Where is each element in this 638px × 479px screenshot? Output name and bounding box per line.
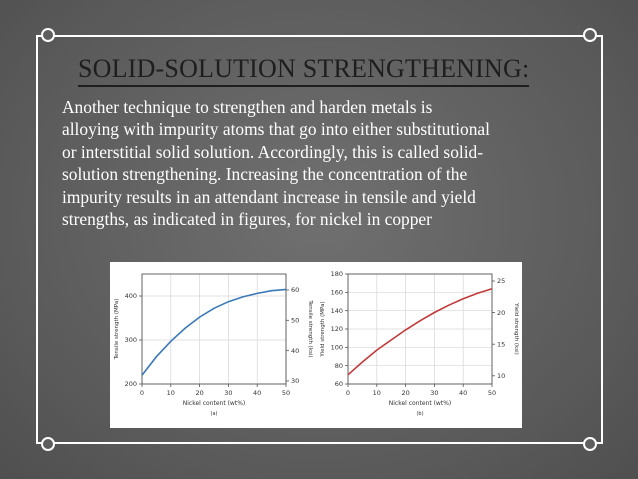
y-right-tick-label: 50 bbox=[291, 316, 300, 325]
y-axis-label: Tensile strength (MPa) bbox=[114, 298, 120, 360]
x-tick-label: 10 bbox=[166, 389, 175, 397]
chart-yield-svg bbox=[316, 262, 522, 428]
x-tick-label: 50 bbox=[281, 389, 291, 397]
y-right-tick-label: 40 bbox=[291, 346, 300, 355]
paragraph-line: alloying with impurity atoms that go into either substitutional bbox=[62, 119, 490, 140]
x-tick-label: 40 bbox=[459, 389, 468, 397]
y-tick-label: 60 bbox=[334, 380, 343, 389]
y-axis-label: Yield strength (MPa) bbox=[320, 301, 326, 357]
y-right-tick-label: 15 bbox=[497, 340, 506, 349]
paragraph-line: strengths, as indicated in figures, for nickel in copper bbox=[62, 209, 432, 230]
x-tick-label: 40 bbox=[253, 389, 262, 397]
series-line bbox=[142, 289, 286, 375]
x-tick-label: 0 bbox=[345, 389, 351, 397]
y-tick-label: 100 bbox=[330, 343, 343, 352]
x-axis-label: Nickel content (wt%) bbox=[182, 400, 246, 407]
y-tick-label: 160 bbox=[330, 288, 343, 297]
series-line bbox=[348, 289, 492, 375]
x-tick-label: 30 bbox=[224, 389, 233, 397]
chart-caption: (b) bbox=[416, 411, 424, 417]
y-right-tick-label: 60 bbox=[291, 286, 300, 295]
corner-ring-top-right bbox=[583, 28, 597, 42]
x-tick-label: 10 bbox=[372, 389, 381, 397]
slide-title-text: SOLID-SOLUTION STRENGTHENING: bbox=[78, 56, 529, 87]
y-tick-label: 300 bbox=[124, 336, 137, 345]
paragraph-line: impurity results in an attendant increase in tensile and yield bbox=[62, 186, 476, 207]
x-axis-label: Nickel content (wt%) bbox=[388, 400, 452, 407]
slide-paragraph bbox=[62, 96, 582, 230]
x-tick-label: 30 bbox=[430, 389, 439, 397]
y-right-axis-label: Tensile strength (ksi) bbox=[307, 300, 313, 358]
y-tick-label: 80 bbox=[334, 361, 343, 370]
y-tick-label: 200 bbox=[124, 380, 137, 389]
x-tick-label: 0 bbox=[139, 389, 145, 397]
slide-title bbox=[78, 56, 578, 87]
y-right-tick-label: 20 bbox=[497, 308, 506, 317]
corner-ring-bottom-left bbox=[41, 437, 55, 451]
y-tick-label: 180 bbox=[330, 270, 343, 279]
x-tick-label: 20 bbox=[195, 389, 204, 397]
y-right-tick-label: 10 bbox=[497, 371, 506, 380]
y-right-tick-label: 30 bbox=[291, 377, 300, 386]
y-tick-label: 140 bbox=[330, 306, 343, 315]
plot-frame bbox=[142, 274, 286, 384]
paragraph-line: or interstitial solid solution. Accordingly, this is called solid- bbox=[62, 141, 484, 162]
paragraph-line: solution strengthening. Increasing the concentration of the bbox=[62, 164, 468, 185]
y-right-axis-label: Yield strength (ksi) bbox=[513, 303, 519, 355]
y-right-tick-label: 25 bbox=[497, 277, 506, 286]
corner-ring-bottom-right bbox=[583, 437, 597, 451]
x-tick-label: 50 bbox=[487, 389, 497, 397]
chart-tensile-strength bbox=[110, 262, 316, 428]
paragraph-line: Another technique to strengthen and harden metals is bbox=[62, 97, 433, 117]
chart-tensile-svg bbox=[110, 262, 316, 428]
chart-yield-strength bbox=[316, 262, 522, 428]
figure-panel bbox=[110, 262, 522, 428]
y-tick-label: 120 bbox=[330, 325, 343, 334]
corner-ring-top-left bbox=[41, 28, 55, 42]
y-tick-label: 400 bbox=[124, 292, 137, 301]
x-tick-label: 20 bbox=[401, 389, 410, 397]
chart-caption: (a) bbox=[210, 411, 218, 417]
